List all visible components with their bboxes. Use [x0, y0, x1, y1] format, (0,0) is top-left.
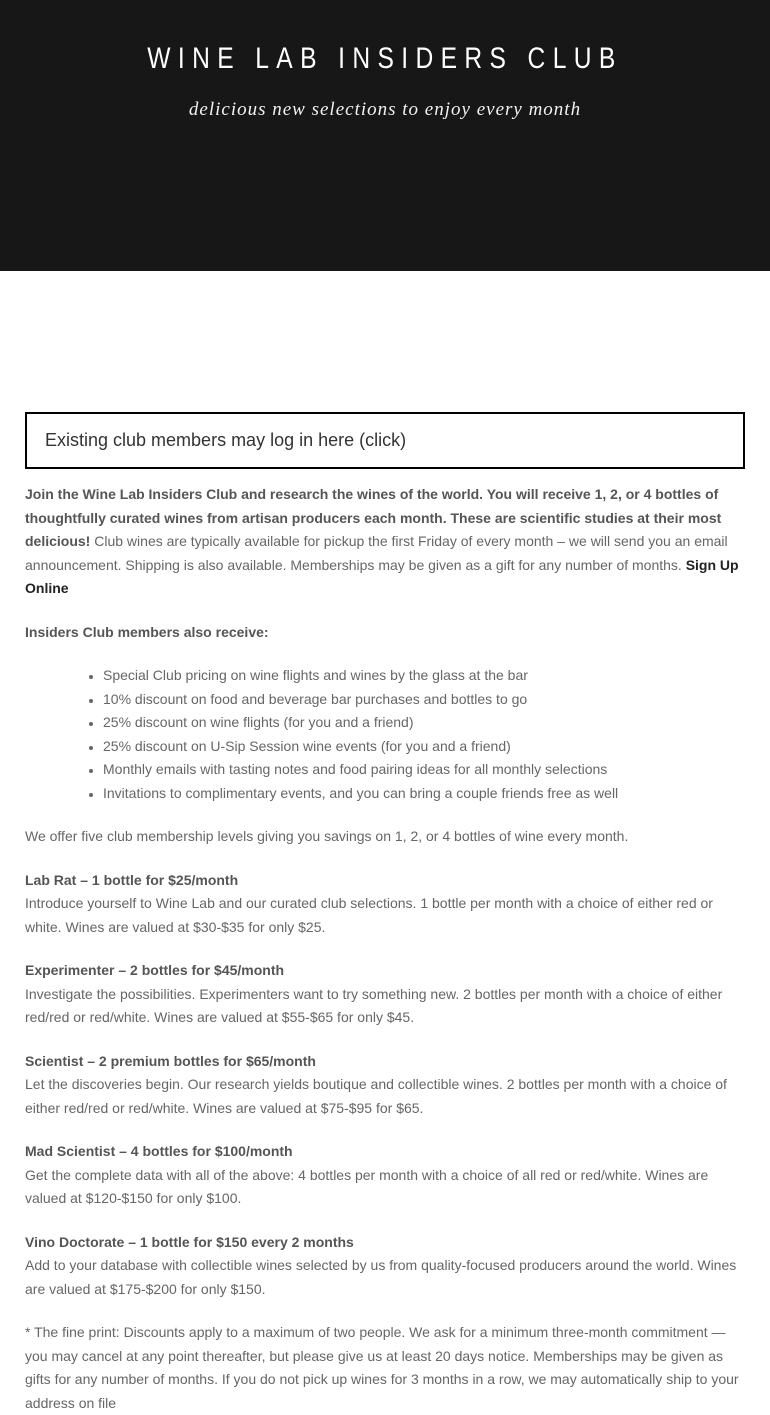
- tier-experimenter-description: Investigate the possibilities. Experimenters want to try something new. 2 bottles per month with a choice of either red/red or red/white. Wines are valued at $55-$65 for only $45.: [25, 985, 723, 1025]
- main-content: [25, 271, 745, 1415]
- member-login-button[interactable]: [25, 412, 745, 469]
- sign-up-online-link[interactable]: Sign Up Online: [25, 556, 739, 596]
- tier-mad-scientist-name: Mad Scientist – 4 bottles for $100/month: [25, 1143, 293, 1159]
- tier-lab-rat-description: Introduce yourself to Wine Lab and our curated club selections. 1 bottle per month with a choice of either red or white. Wines are valued at $30-$35 for only $25.: [25, 895, 713, 935]
- tier-experimenter: [25, 959, 745, 1030]
- tier-vino-doctorate: [25, 1231, 745, 1302]
- benefit-item-usip-discount: • 25% discount on U-Sip Session wine events (for you and a friend): [103, 735, 745, 759]
- tier-vino-doctorate-description: Add to your database with collectible wines selected by us from quality-focused producers around the world. Wines are valued at $175-$200 for only $150.: [25, 1257, 737, 1297]
- tier-scientist-description: Let the discoveries begin. Our research yields boutique and collectible wines. 2 bottles per month with a choice of either red/red or red/white. Wines are valued at $75-$95 for $65.: [25, 1076, 727, 1116]
- intro-regular-text: Club wines are typically available for pickup the first Friday of every month – we will send you an email announcement. Shipping is also available. Memberships may be given as a gift for any number of months.: [25, 533, 728, 573]
- tier-mad-scientist: [25, 1140, 745, 1211]
- tier-mad-scientist-description: Get the complete data with all of the above: 4 bottles per month with a choice of all red or red/white. Wines are valued at $120-$150 for only $100.: [25, 1166, 709, 1206]
- tier-lab-rat-name: Lab Rat – 1 bottle for $25/month: [25, 871, 239, 888]
- levels-intro: We offer five club membership levels giving you savings on 1, 2, or 4 bottles of wine every month.: [25, 828, 629, 844]
- benefit-item-flight-discount: • 25% discount on wine flights (for you and a friend): [103, 711, 745, 735]
- benefit-item-invitations: • Invitations to complimentary events, and you can bring a couple friends free as well: [103, 782, 745, 806]
- page-tagline: delicious new selections to enjoy every month: [188, 99, 582, 120]
- benefits-list: [25, 664, 745, 805]
- tier-scientist-name: Scientist – 2 premium bottles for $65/month: [25, 1052, 316, 1069]
- tier-vino-doctorate-name: Vino Doctorate – 1 bottle for $150 every 2 months: [25, 1233, 354, 1250]
- intro-paragraph: [25, 483, 745, 601]
- tier-lab-rat: [25, 869, 745, 940]
- intro-bold-text: Join the Wine Lab Insiders Club and research the wines of the world. You will receive 1, 2, or 4 bottles of thoughtfully curated wines from artisan producers each month. These are scientific studies at their most delicious!: [25, 486, 722, 549]
- tier-scientist: [25, 1050, 745, 1121]
- benefits-heading-text: Insiders Club members also receive:: [25, 623, 269, 640]
- page-title: WINE LAB INSIDERS CLUB: [147, 42, 623, 75]
- benefit-item-monthly-emails: • Monthly emails with tasting notes and food pairing ideas for all monthly selections: [103, 758, 745, 782]
- benefit-item-food-discount: • 10% discount on food and beverage bar purchases and bottles to go: [103, 688, 745, 712]
- benefit-item-club-pricing: • Special Club pricing on wine flights and wines by the glass at the bar: [103, 664, 745, 688]
- benefits-heading: [25, 621, 745, 645]
- member-login-label: Existing club members may log in here (click): [45, 430, 407, 450]
- page-header: [0, 0, 770, 271]
- fine-print: * The fine print: Discounts apply to a maximum of two people. We ask for a minimum three-month commitment — you may cancel at any point thereafter, but please give us at least 20 days notice. Memberships may be given as gifts for any number of months. If you do not pick up wines for 3 months in a row, we may automatically ship to your address on file: [25, 1324, 739, 1411]
- tier-experimenter-name: Experimenter – 2 bottles for $45/month: [25, 962, 285, 978]
